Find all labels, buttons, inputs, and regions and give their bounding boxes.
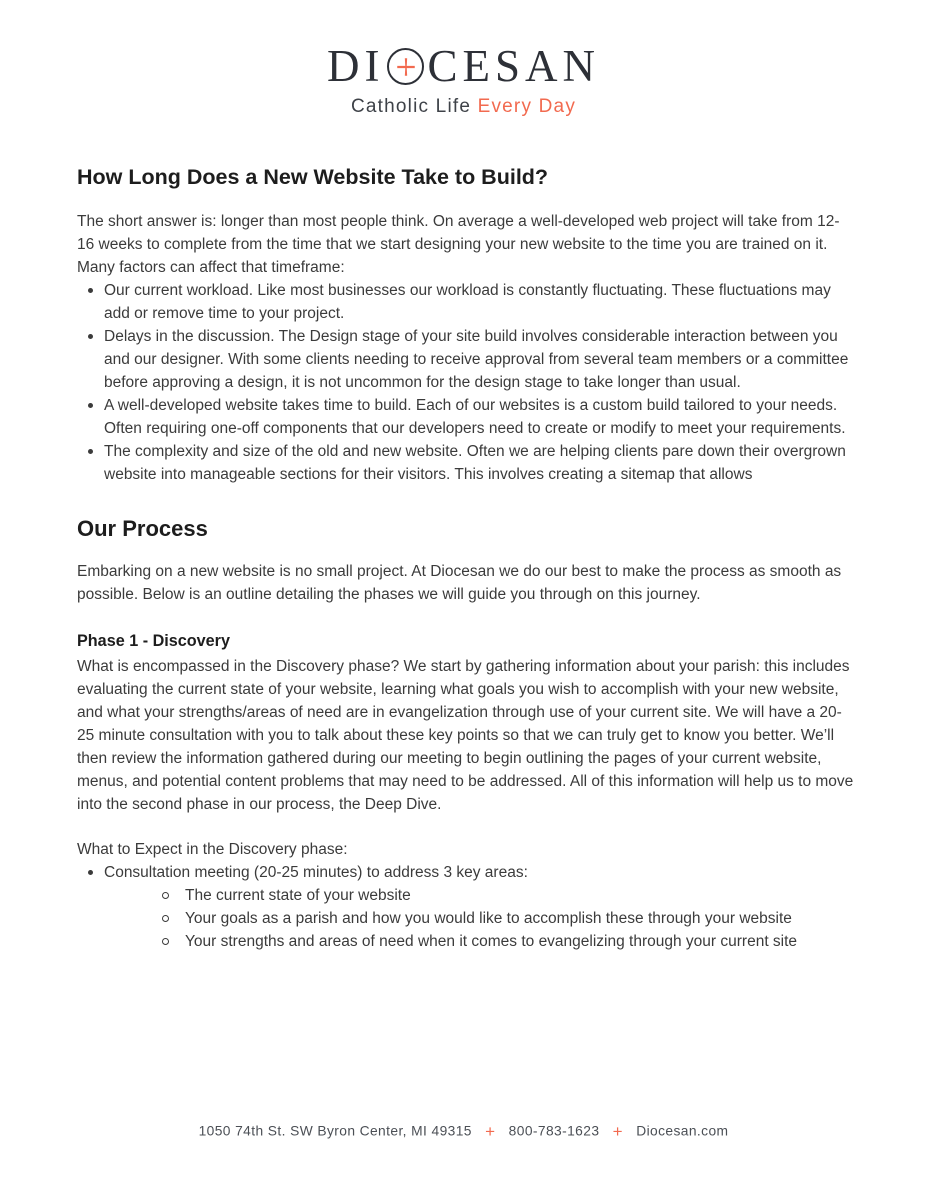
tagline-accent: Every Day — [477, 96, 577, 117]
plus-icon: + — [485, 1122, 496, 1141]
bullet-icon — [88, 334, 93, 339]
sub-list-item-text: Your goals as a parish and how you would like to accomplish these through your website — [185, 910, 792, 927]
bullet-icon — [88, 403, 93, 408]
plus-icon: + — [612, 1122, 623, 1141]
bullet-icon — [88, 288, 93, 293]
expect-list — [77, 861, 855, 884]
bullet-icon — [88, 870, 93, 875]
circle-bullet-icon — [162, 938, 169, 945]
list-item — [77, 861, 855, 884]
expect-sublist — [77, 884, 855, 953]
phase1-paragraph: What is encompassed in the Discovery phase? We start by gathering information about your parish: this includes evaluating the current state of your website, learning what goals you wish to accomplish with your new website, and what your strengths/areas of need are in evangelization through use of your current site. We will have a 20-25 minute consultation with you to talk about these key points so that we can truly get to know you better. We’ll then review the information gathered during our meeting to begin outlining the pages of your current website, menus, and potential content problems that may need to be addressed. All of this information will help us to move into the second phase in our process, the Deep Dive. — [77, 658, 854, 813]
tagline-primary: Catholic Life — [350, 96, 472, 117]
phase1-heading: Phase 1 - Discovery — [77, 632, 230, 650]
list-item — [77, 279, 855, 325]
list-item — [77, 440, 855, 486]
footer-phone: 800-783-1623 — [508, 1123, 600, 1139]
factors-list — [77, 279, 855, 486]
list-item-text: Delays in the discussion. The Design stage of your site build involves considerable interaction between you and our designer. With some clients needing to receive approval from several team members or a committee before approving a design, it is not uncommon for the design stage to take longer than usual. — [104, 328, 849, 391]
sub-list-item — [77, 930, 855, 953]
list-item-text: Consultation meeting (20-25 minutes) to address 3 key areas: — [104, 864, 528, 881]
list-item-text: A well-developed website takes time to build. Each of our websites is a custom build tailored to your needs. Often requiring one-off components that our developers need to create or modify to meet your requirements. — [104, 397, 846, 437]
sub-list-item — [77, 884, 855, 907]
sub-list-item-text: Your strengths and areas of need when it comes to evangelizing through your current site — [185, 933, 798, 950]
list-item — [77, 394, 855, 440]
page-title: How Long Does a New Website Take to Build? — [77, 165, 549, 189]
footer-address: 1050 74th St. SW Byron Center, MI 49315 — [198, 1123, 472, 1139]
logo-wordmark — [0, 41, 927, 91]
logo-word-prefix: DI — [326, 41, 385, 91]
circle-bullet-icon — [162, 892, 169, 899]
list-item-text: Our current workload. Like most businesses our workload is constantly fluctuating. These fluctuations may add or remove time to your project. — [104, 282, 831, 322]
bullet-icon — [88, 449, 93, 454]
circle-bullet-icon — [162, 915, 169, 922]
logo-tagline — [0, 96, 927, 118]
footer-website: Diocesan.com — [636, 1123, 729, 1139]
list-item-text: The complexity and size of the old and new website. Often we are helping clients pare down their overgrown website into manageable sections for their visitors. This involves creating a sitemap that allows — [104, 443, 846, 483]
expect-heading: What to Expect in the Discovery phase: — [77, 841, 348, 858]
diocesan-logo — [0, 0, 927, 118]
logo-word-suffix: CESAN — [427, 41, 600, 91]
section-title-our-process: Our Process — [77, 516, 208, 541]
process-intro-paragraph: Embarking on a new website is no small project. At Diocesan we do our best to make the process as smooth as possible. Below is an outline detailing the phases we will guide you through on this journey. — [77, 563, 842, 603]
footer — [0, 1122, 927, 1142]
list-item — [77, 325, 855, 394]
circle-cross-icon — [387, 48, 424, 85]
sub-list-item-text: The current state of your website — [185, 887, 411, 904]
intro-paragraph: The short answer is: longer than most people think. On average a well-developed web project will take from 12-16 weeks to complete from the time that we start designing your new website to the time you are trained on it. Many factors can affect that timeframe: — [77, 213, 840, 276]
article-content — [77, 163, 855, 953]
sub-list-item — [77, 907, 855, 930]
